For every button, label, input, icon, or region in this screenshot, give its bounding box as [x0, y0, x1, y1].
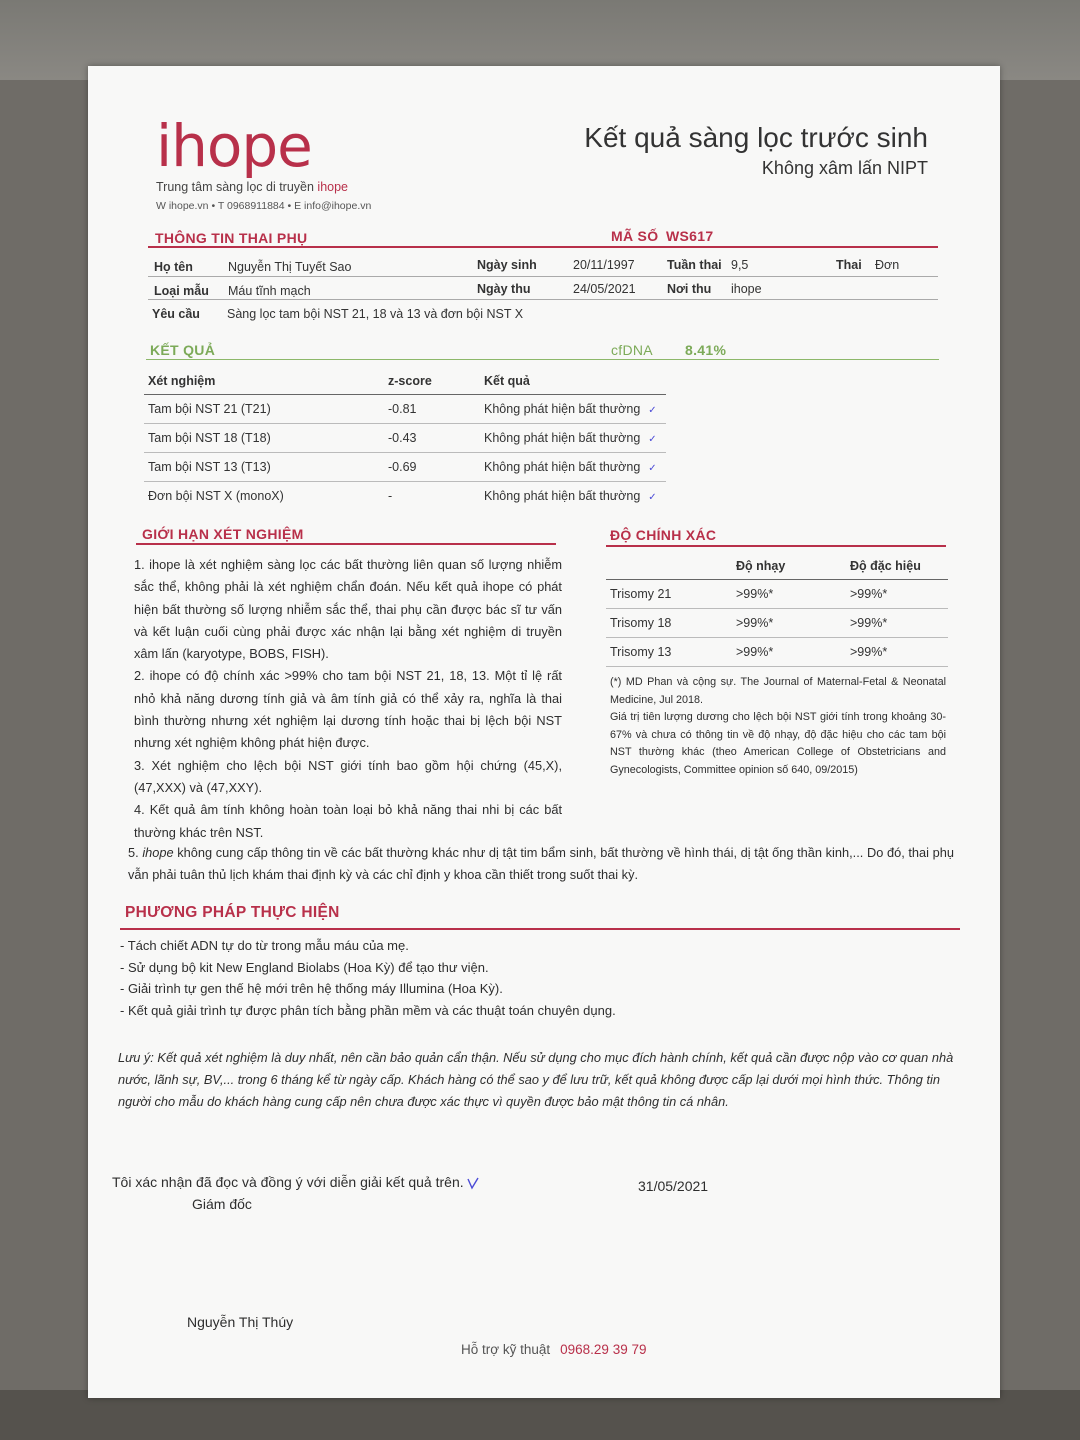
limit-item-5: 5. ihope không cung cấp thông tin về các bất thường khác như dị tật tim bẩm sinh, bất thường về hình thái, dị tật ống thần kinh,... Do đó, thai phụ vẫn phải tuân thủ lịch khám thai định kỳ và các chỉ định y khoa cần thiết trong suốt thai kỳ. [128, 845, 954, 883]
accuracy-rule [606, 545, 946, 547]
table-row [144, 395, 666, 424]
method-item: - Giải trình tự gen thế hệ mới trên hệ thống máy Illumina (Hoa Kỳ). [120, 981, 503, 996]
limit-item-1: 1. ihope là xét nghiệm sàng lọc các bất thường liên quan số lượng nhiễm sắc thể, không phải là xét nghiệm chẩn đoán. Nếu kết quả ihope có phát hiện bất thường số lượng nhiễm sắc thể, thai phụ cần được bác sĩ tư vấn và kết luận cuối cùng phải được xác nhận lại bằng xét nghiệm di truyền xâm lấn (karyotype, BOBS, FISH). [134, 557, 562, 662]
check-mark-icon: ✓ [648, 434, 657, 445]
method-item: - Kết quả giải trình tự được phân tích bằng phần mềm và các thuật toán chuyên dụng. [120, 1002, 616, 1018]
cfdna-value: 8.41% [685, 342, 727, 358]
patient-row-divider [148, 299, 938, 300]
method-item: - Sử dụng bộ kit New England Biolabs (Hoa Kỳ) để tạo thư viện. [120, 959, 489, 975]
fetus-value: Đơn [875, 258, 900, 272]
method-section-title: PHƯƠNG PHÁP THỰC HIỆN [125, 904, 340, 921]
table-row [606, 609, 948, 638]
result-header-row [144, 368, 666, 395]
trisomy-name: Trisomy 13 [606, 638, 732, 667]
col-test: Xét nghiệm [144, 368, 384, 395]
dob-value: 20/11/1997 [573, 258, 635, 272]
method-list [120, 935, 960, 1021]
cfdna-label: cfDNA [611, 342, 653, 358]
week-label: Tuần thai [667, 258, 722, 272]
signature-mark-icon [466, 1176, 480, 1192]
report-page [88, 66, 1000, 1398]
accuracy-header-row [606, 553, 948, 580]
confirm-text: Tôi xác nhận đã đọc và đồng ý với diễn giải kết quả trên. [112, 1174, 464, 1190]
place-label: Nơi thu [667, 282, 712, 296]
signer-role: Giám đốc [192, 1196, 252, 1212]
collect-date-value: 24/05/2021 [573, 282, 636, 296]
sensitivity: >99%* [732, 638, 846, 667]
result-section-title: KẾT QUẢ [150, 342, 216, 358]
limits-rule [136, 543, 556, 545]
technical-support: Hỗ trợ kỹ thuật 0968.29 39 79 [461, 1342, 647, 1357]
trisomy-name: Trisomy 21 [606, 580, 732, 609]
col-specificity: Độ đặc hiệu [846, 553, 948, 580]
col-result: Kết quả [480, 368, 666, 395]
patient-rule [148, 246, 938, 248]
table-row [144, 453, 666, 482]
code-value: WS617 [666, 228, 714, 244]
test-name: Tam bội NST 21 (T21) [144, 395, 384, 424]
week-value: 9,5 [731, 258, 749, 272]
limit-item-2: 2. ihope có độ chính xác >99% cho tam bội NST 21, 18, 13. Một tỉ lệ rất nhỏ khả năng dương tính giả và âm tính giả có thể xảy ra, nghĩa là thai bình thường nhưng xét nghiệm lại dương tính hoặc thai bị lệch bội NST nhưng xét nghiệm không phát hiện được. [134, 668, 562, 751]
test-name: Đơn bội NST X (monoX) [148, 489, 284, 503]
footnote-ppv: Giá trị tiên lượng dương cho lệch bội NST giới tính trong khoảng 30-67% và chưa có thông tin về độ nhạy, độ đặc hiệu cho các tam bội NST thường khác (theo American College of Obstetricians and Gynecologists, Committee opinion số 640, 09/2015) [610, 711, 946, 776]
specificity: >99%* [846, 580, 948, 609]
request-value: Sàng lọc tam bội NST 21, 18 và 13 và đơn bội NST X [227, 307, 524, 321]
z-score: - [388, 489, 393, 503]
sensitivity: >99%* [732, 609, 846, 638]
footnote-reference: (*) MD Phan và cộng sự. The Journal of Maternal-Fetal & Neonatal Medicine, Jul 2018. [610, 676, 946, 706]
note-text: Lưu ý: Kết quả xét nghiệm là duy nhất, nên cần bảo quản cẩn thận. Nếu sử dụng cho mục đích hành chính, kết quả cần được nộp vào cơ quan nhà nước, lãnh sự, BV,... trong 6 tháng kể từ ngày cấp. Khách hàng có thể sao y để lưu trữ, kết quả không được cấp lại dưới mọi hình thức. Thông tin người cho mẫu do khách hàng cung cấp nên chưa được xác thực vì quyền được bảo mật thông tin cá nhân. [118, 1050, 954, 1109]
method-item: - Tách chiết ADN tự do từ trong mẫu máu của mẹ. [120, 938, 409, 953]
place-value: ihope [731, 282, 762, 296]
accuracy-table [606, 553, 948, 667]
z-score: -0.81 [384, 395, 480, 424]
z-score: -0.43 [384, 424, 480, 453]
table-row [144, 482, 666, 511]
test-name: Tam bội NST 13 (T13) [144, 453, 384, 482]
limit-item-3: 3. Xét nghiệm cho lệch bội NST giới tính bao gồm hội chứng (45,X), (47,XXX) và (47,XXY). [134, 757, 562, 795]
accuracy-footnotes [610, 674, 946, 779]
sample-value: Máu tĩnh mạch [228, 284, 311, 298]
col-name [606, 553, 732, 580]
table-row [606, 638, 948, 667]
result-cell: Không phát hiện bất thường ✓ [480, 424, 666, 453]
ihope-logo: ihope [156, 112, 312, 180]
result-table [144, 368, 666, 510]
trisomy-name: Trisomy 18 [606, 609, 732, 638]
result-cell: Không phát hiện bất thường ✓ [480, 453, 666, 482]
name-label: Họ tên [154, 260, 193, 274]
result-cell: Không phát hiện bất thường ✓ [480, 395, 666, 424]
contact-line: W ihope.vn • T 0968911884 • E info@ihope.vn [156, 200, 372, 212]
dob-label: Ngày sinh [477, 258, 537, 272]
limits-text [134, 554, 562, 844]
check-mark-icon: ✓ [648, 405, 657, 416]
check-mark-icon: ✓ [648, 463, 657, 474]
fetus-label: Thai [836, 258, 862, 272]
specificity: >99%* [846, 609, 948, 638]
limit-item-4: 4. Kết quả âm tính không hoàn toàn loại bỏ khả năng thai nhi bị các bất thường khác trên NST. [134, 802, 562, 840]
signer-name: Nguyễn Thị Thúy [187, 1314, 294, 1330]
test-name: Tam bội NST 18 (T18) [144, 424, 384, 453]
sample-label: Loại mẫu [154, 284, 209, 298]
patient-row-divider [148, 276, 938, 277]
col-sensitivity: Độ nhạy [732, 553, 846, 580]
page-title: Kết quả sàng lọc trước sinh [584, 122, 928, 153]
page-subtitle: Không xâm lấn NIPT [761, 158, 928, 178]
z-score: -0.69 [384, 453, 480, 482]
table-row [144, 424, 666, 453]
limits-section-title: GIỚI HẠN XÉT NGHIỆM [142, 526, 304, 542]
accuracy-section-title: ĐỘ CHÍNH XÁC [610, 527, 717, 543]
tagline: Trung tâm sàng lọc di truyền ihope [156, 180, 349, 194]
request-label: Yêu cầu [152, 307, 200, 321]
result-cell: Không phát hiện bất thường ✓ [484, 489, 657, 503]
method-rule [120, 928, 960, 930]
check-mark-icon: ✓ [648, 492, 657, 503]
name-value: Nguyễn Thị Tuyết Sao [228, 260, 352, 274]
sensitivity: >99%* [732, 580, 846, 609]
table-row [606, 580, 948, 609]
patient-section-title: THÔNG TIN THAI PHỤ [155, 230, 308, 246]
code-label: MÃ SỐ [611, 228, 659, 244]
collect-date-label: Ngày thu [477, 282, 531, 296]
sign-date: 31/05/2021 [638, 1178, 709, 1194]
specificity: >99%* [846, 638, 948, 667]
result-rule [146, 359, 939, 360]
col-zscore: z-score [384, 368, 480, 395]
